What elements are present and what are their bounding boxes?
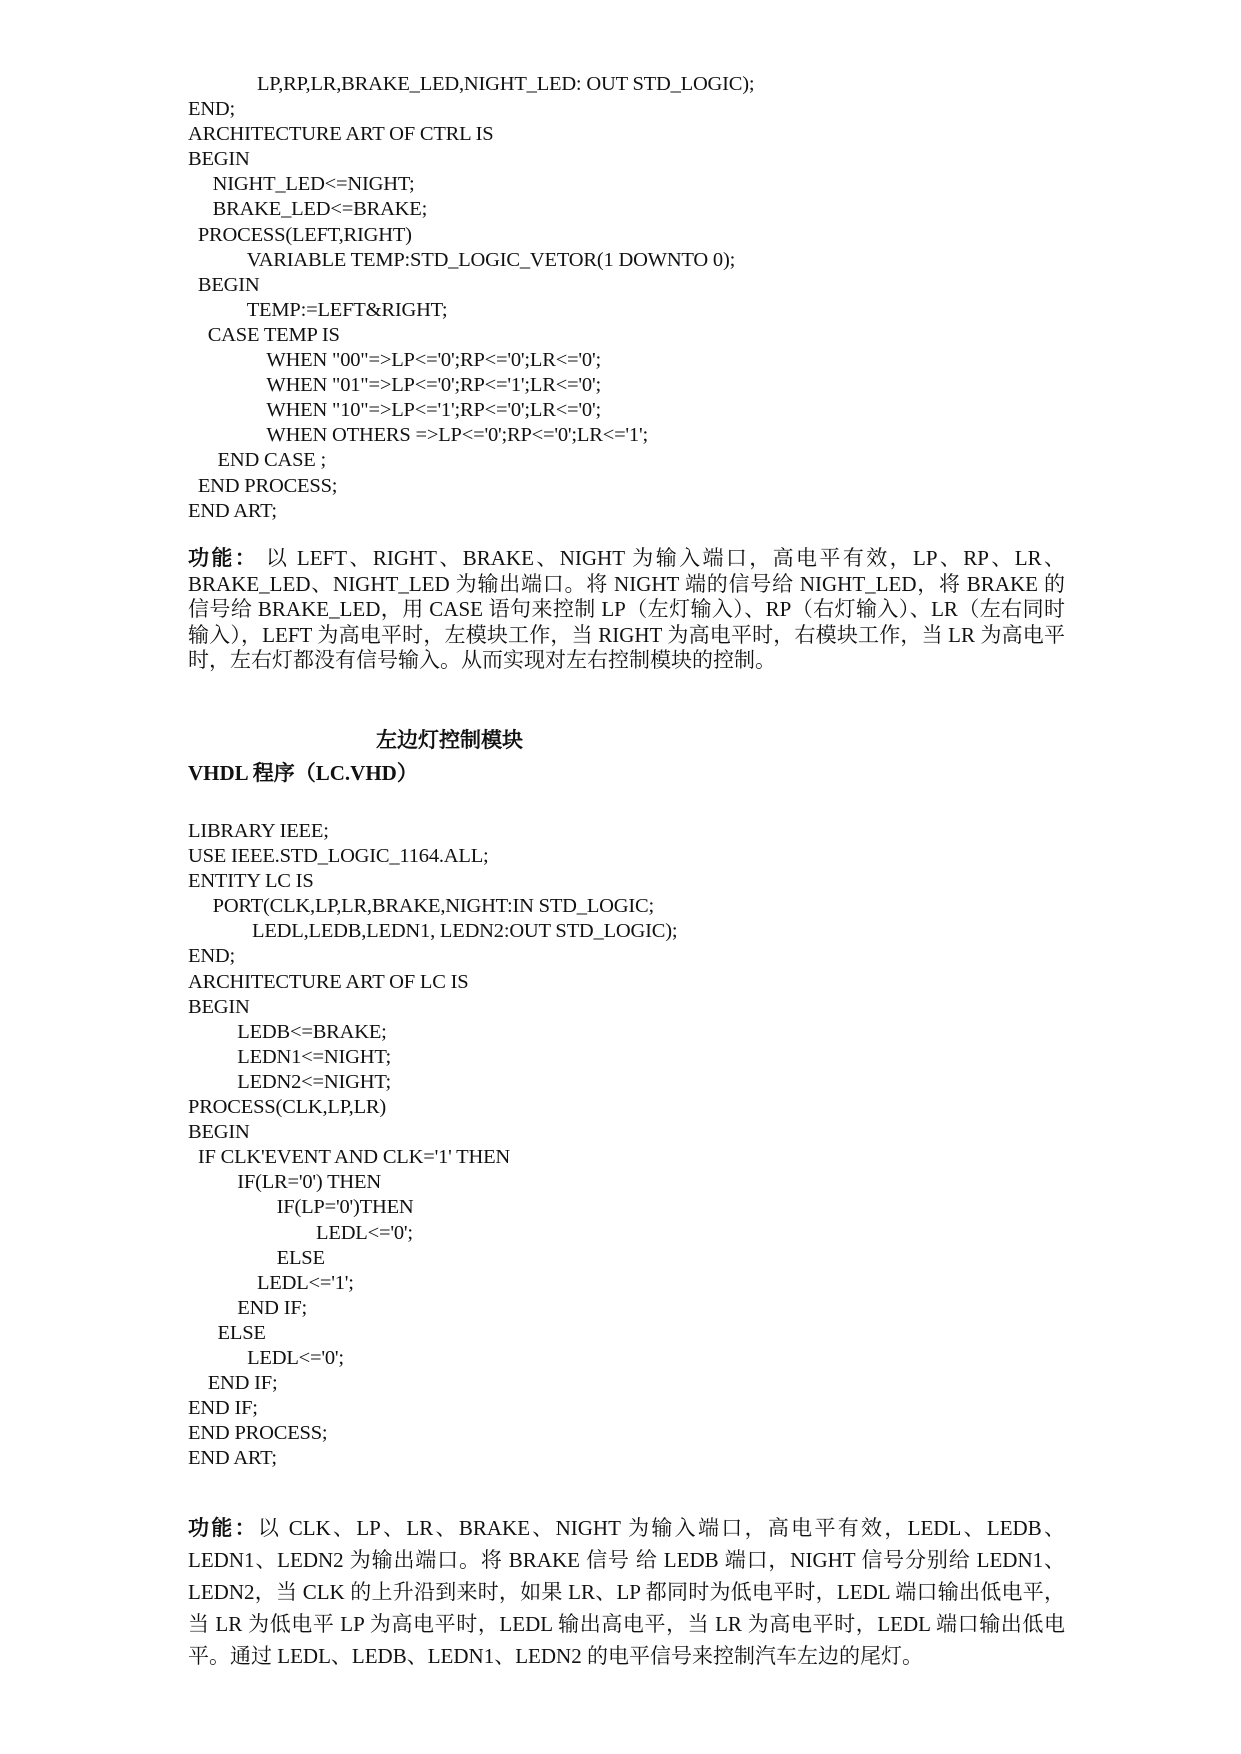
code-line: LEDL<='0'; [188, 1221, 413, 1244]
code-line: IF(LR='0') THEN [188, 1171, 381, 1194]
function-text: 以 CLK、LP、LR、BRAKE、NIGHT 为输入端口，高电平有效，LEDL、LEDB、LEDN1、LEDN2 为输出端口。将 BRAKE 信号 给 LEDB 端口，NIGHT 信号分别给 LEDN1、LEDN2，当 CLK 的上升沿到来时，如果 LR、LP 都同时为低电平时，LEDL 端口输出低电平，当 LR 为低电平 LP 为高电平时，LEDL 输出高电平，当 LR 为高电平时，LEDL 端口输出低电平。通过 LEDL、LEDB、LEDN1、LEDN2 的电平信号来控制汽车左边的尾灯。 [188, 1516, 1065, 1668]
code-line: USE IEEE.STD_LOGIC_1164.ALL; [188, 845, 489, 868]
function-paragraph-lc [188, 1512, 1065, 1672]
function-text: 以 LEFT、RIGHT、BRAKE、NIGHT 为输入端口，高电平有效，LP、RP、LR、BRAKE_LED、NIGHT_LED 为输出端口。将 NIGHT 端的信号给 NIGHT_LED，将 BRAKE 的信号给 BRAKE_LED，用 CASE 语句来控制 LP（左灯输入）、RP（右灯输入）、LR（左右同时输入），LEFT 为高电平时，左模块工作，当 RIGHT 为高电平时，右模块工作，当 LR 为高电平时，左右灯都没有信号输入。从而实现对左右控制模块的控制。 [188, 546, 1065, 673]
code-line: ELSE [188, 1246, 325, 1269]
code-line: END CASE ; [188, 449, 327, 472]
code-line: LIBRARY IEEE; [188, 820, 329, 842]
code-line: LEDL,LEDB,LEDN1, LEDN2:OUT STD_LOGIC); [188, 920, 678, 943]
code-line: NIGHT_LED<=NIGHT; [188, 173, 415, 196]
section-title: 左边灯控制模块 [376, 728, 523, 752]
code-line: WHEN "01"=>LP<='0';RP<='1';LR<='0'; [188, 374, 601, 397]
code-line: PROCESS(CLK,LP,LR) [188, 1096, 387, 1119]
code-line: VARIABLE TEMP:STD_LOGIC_VETOR(1 DOWNTO 0); [188, 248, 736, 271]
function-label: 功能： [188, 546, 259, 570]
code-line: LP,RP,LR,BRAKE_LED,NIGHT_LED: OUT STD_LOGIC); [188, 73, 755, 95]
code-line: ARCHITECTURE ART OF CTRL IS [188, 123, 494, 146]
code-line: PROCESS(LEFT,RIGHT) [188, 223, 412, 246]
code-line: ELSE [188, 1321, 266, 1344]
code-line: WHEN OTHERS =>LP<='0';RP<='0';LR<='1'; [188, 424, 648, 447]
code-line: LEDB<=BRAKE; [188, 1020, 387, 1043]
code-block-lc [188, 819, 1088, 1471]
code-line: LEDN1<=NIGHT; [188, 1045, 392, 1068]
program-subtitle: VHDL 程序（LC.VHD） [188, 761, 418, 785]
code-line: END IF; [188, 1372, 278, 1395]
function-label: 功能： [188, 1516, 258, 1540]
code-line: BEGIN [188, 148, 250, 171]
code-line: END ART; [188, 499, 277, 522]
code-line: WHEN "00"=>LP<='0';RP<='0';LR<='0'; [188, 349, 601, 372]
code-block-ctrl [188, 72, 1088, 524]
code-line: CASE TEMP IS [188, 323, 340, 346]
code-line: LEDL<='0'; [188, 1346, 344, 1369]
function-paragraph-ctrl [188, 546, 1065, 674]
code-line: PORT(CLK,LP,LR,BRAKE,NIGHT:IN STD_LOGIC; [188, 895, 654, 918]
code-line: END IF; [188, 1397, 258, 1420]
code-line: END; [188, 945, 236, 968]
code-line: IF(LP='0')THEN [188, 1196, 414, 1219]
code-line: TEMP:=LEFT&RIGHT; [188, 298, 448, 321]
code-line: END PROCESS; [188, 1422, 328, 1445]
code-line: BRAKE_LED<=BRAKE; [188, 198, 428, 221]
code-line: ARCHITECTURE ART OF LC IS [188, 970, 469, 993]
code-line: BEGIN [188, 273, 260, 296]
code-line: BEGIN [188, 1121, 250, 1144]
code-line: END IF; [188, 1296, 308, 1319]
code-line: WHEN "10"=>LP<='1';RP<='0';LR<='0'; [188, 399, 601, 422]
code-line: LEDL<='1'; [188, 1271, 354, 1294]
code-line: END; [188, 98, 236, 121]
code-line: ENTITY LC IS [188, 870, 314, 893]
code-line: BEGIN [188, 995, 250, 1018]
code-line: END PROCESS; [188, 474, 338, 497]
code-line: IF CLK'EVENT AND CLK='1' THEN [188, 1146, 511, 1169]
code-line: LEDN2<=NIGHT; [188, 1070, 392, 1093]
code-line: END ART; [188, 1447, 277, 1470]
